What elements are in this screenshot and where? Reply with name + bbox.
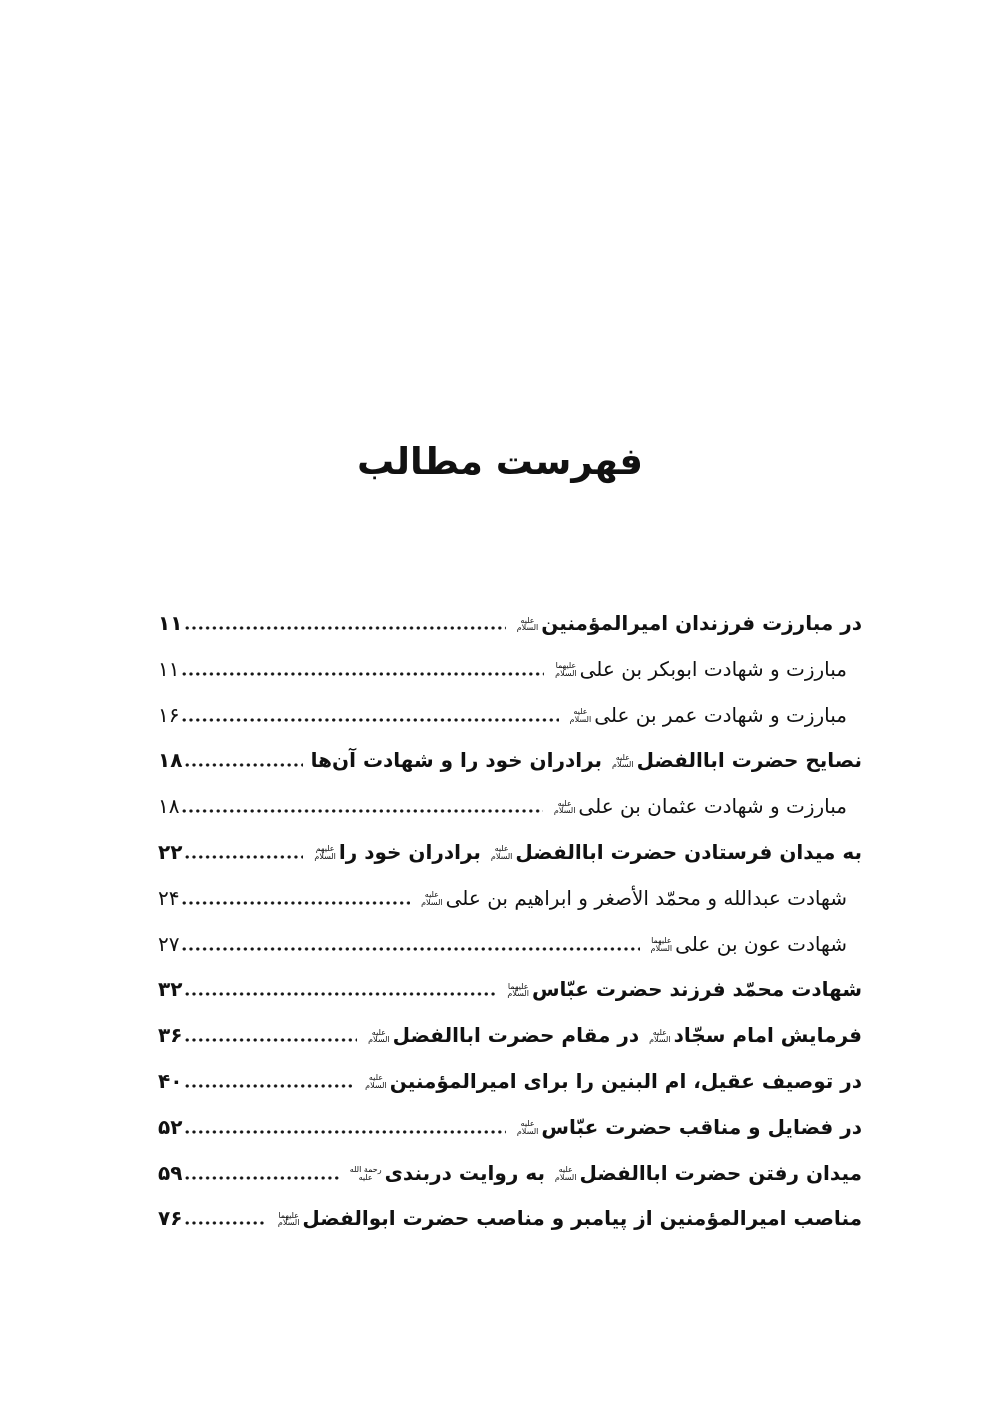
dot-leader [185,992,496,996]
entry-text: مناصب امیرالمؤمنین از پیامبر و مناصب حضرت ابوالفضل [302,1206,862,1231]
entry-title [514,1115,862,1139]
dot-leader [182,947,639,951]
honorific-mark: علیهما السلام [555,661,577,678]
entry-title [362,1069,862,1093]
honorific-mark: علیه السلام [368,1027,390,1045]
entry-text: به روایت دربندی [384,1160,552,1185]
honorific-mark: علیه السلام [612,752,634,770]
entry-title [552,657,847,681]
dot-leader [185,1221,266,1225]
honorific-mark: علیهما السلام [277,1210,300,1228]
page-number: ۱۶ [158,702,180,727]
dot-leader [185,1176,338,1180]
dot-leader [185,1084,354,1088]
page-number: ۳۲ [158,977,183,1002]
entry-title [648,932,847,956]
toc-entry [158,785,862,831]
toc-entry [158,831,862,877]
honorific-mark: علیهم السلام [314,844,336,861]
honorific-mark: علیهما السلام [507,981,529,999]
page-number: ۴۰ [158,1068,183,1093]
entry-text: شهادت عبدالله و محمّد الأصغر و ابراهیم بن علی [445,885,847,910]
entry-text: در فضایل و مناقب حضرت عبّاس [541,1114,862,1139]
page-number: ۱۱ [158,656,180,681]
entry-text: برادران خود را و شهادت آن‌ها [310,748,610,773]
dot-leader [182,718,558,722]
toc-entry [158,1197,862,1243]
entry-title [311,840,862,864]
page-number: ۲۲ [158,839,183,864]
entry-text: میدان رفتن حضرت اباالفضل [579,1160,862,1185]
dot-leader [185,1038,357,1042]
honorific-mark: علیهما السلام [650,936,673,953]
entry-text: مبارزت و شهادت عمر بن علی [594,702,847,727]
entry-text: به میدان فرستادن حضرت اباالفضل [515,839,862,864]
entry-text: در مبارزت فرزندان امیرالمؤمنین [541,611,862,635]
dot-leader [185,855,303,859]
honorific-mark: علیه السلام [516,1119,539,1136]
entry-title [504,977,862,1001]
entry-text: برادران خود را [338,839,488,864]
honorific-mark: علیه السلام [554,1165,577,1182]
entry-text: در توصیف عقیل، ام البنین را برای امیرالمؤمنین [389,1068,862,1093]
entry-title [551,794,847,818]
entry-title [365,1023,862,1047]
entry-text: در مقام حضرت اباالفضل [392,1023,647,1048]
entry-title [567,703,847,727]
entry-title [347,1161,862,1185]
dot-leader [185,1130,505,1134]
toc-entry [158,602,862,648]
page-number: ۱۸ [158,748,183,773]
honorific-mark: علیه السلام [490,844,513,861]
toc-entry [158,877,862,923]
honorific-mark: علیه السلام [516,615,539,632]
page-number: ۳۶ [158,1023,183,1048]
dot-leader [182,901,410,905]
dot-leader [182,672,544,676]
entry-title [514,611,862,635]
entry-text: شهادت محمّد فرزند حضرت عبّاس [531,977,862,1002]
entry-text: فرمایش امام سجّاد [673,1023,862,1048]
toc-entry [158,1060,862,1106]
toc-entry [158,1152,862,1198]
toc-entry [158,1014,862,1060]
entry-title [418,886,847,910]
entry-text: نصایح حضرت اباالفضل [636,748,862,773]
entry-title [311,748,862,772]
entry-text: مبارزت و شهادت ابوبکر بن علی [579,656,847,681]
entry-text: مبارزت و شهادت عثمان بن علی [578,794,847,819]
toc-entry [158,1106,862,1152]
honorific-mark: علیه السلام [649,1027,671,1045]
page-number: ۲۴ [158,885,180,910]
toc-list [158,602,862,1243]
entry-title [275,1206,862,1230]
page-title: فهرست مطالب [356,440,643,483]
honorific-mark: علیه السلام [569,707,592,724]
honorific-mark: رحمة الله علیه [349,1165,382,1182]
toc-entry [158,968,862,1014]
toc-entry [158,694,862,740]
toc-entry [158,739,862,785]
honorific-mark: علیه السلام [365,1073,387,1090]
dot-leader [185,763,302,767]
page-number: ۲۷ [158,931,180,956]
dot-leader [185,626,505,630]
page-number: ۵۲ [158,1114,183,1139]
honorific-mark: علیه السلام [421,890,443,907]
dot-leader [182,809,542,813]
page-number: ۱۱ [158,611,183,635]
page-number: ۱۸ [158,794,180,819]
honorific-mark: علیه السلام [553,798,576,816]
page-number: ۵۹ [158,1160,183,1185]
entry-text: شهادت عون بن علی [675,931,847,956]
toc-entry [158,923,862,969]
toc-entry [158,648,862,694]
page-number: ۷۶ [158,1206,183,1231]
